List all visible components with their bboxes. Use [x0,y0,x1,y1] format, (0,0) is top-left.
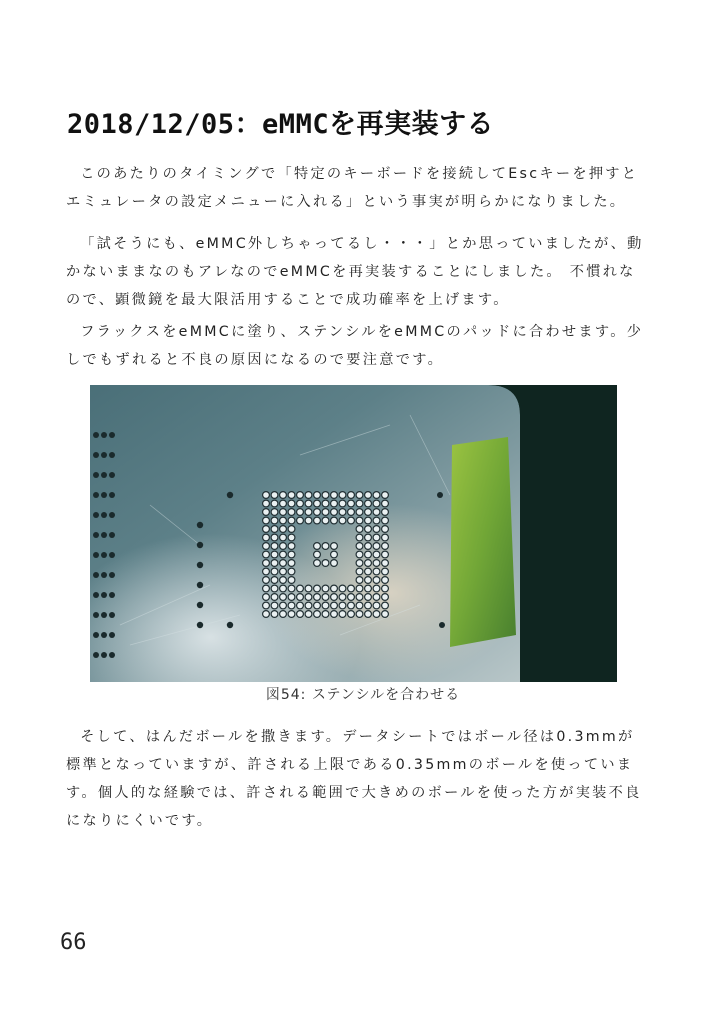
stencil-photo-image [90,385,617,682]
paragraph-4: そして、はんだボールを撒きます。データシートではボール径は0.3mmが標準となっていますが、許される上限である0.35mmのボールを使っています。個人的な経験では、許される範囲で大きめのボールを使った方が実装不良になりにくいです。 [66,729,642,829]
page-number: 66 [60,930,87,955]
stencil-photo [90,385,617,682]
paragraph-3: フラックスをeMMCに塗り、ステンシルをeMMCのパッドに合わせます。少しでもずれると不良の原因になるので要注意です。 [66,324,644,368]
paragraph-2: 「試そうにも、eMMC外しちゃってるし・・・」とか思っていましたが、動かないままなのもアレなのでeMMCを再実装することにしました。 不慣れなので、顕微鏡を最大限活用することで成功確率を上げます。 [66,236,644,308]
paragraph-1: このあたりのタイミングで「特定のキーボードを接続してEscキーを押すとエミュレータの設定メニューに入れる」という事実が明らかになりました。 [66,166,639,210]
page-title: 2018/12/05：eMMCを再実装する [67,109,495,141]
figure-caption: 図54: ステンシルを合わせる [265,687,461,703]
